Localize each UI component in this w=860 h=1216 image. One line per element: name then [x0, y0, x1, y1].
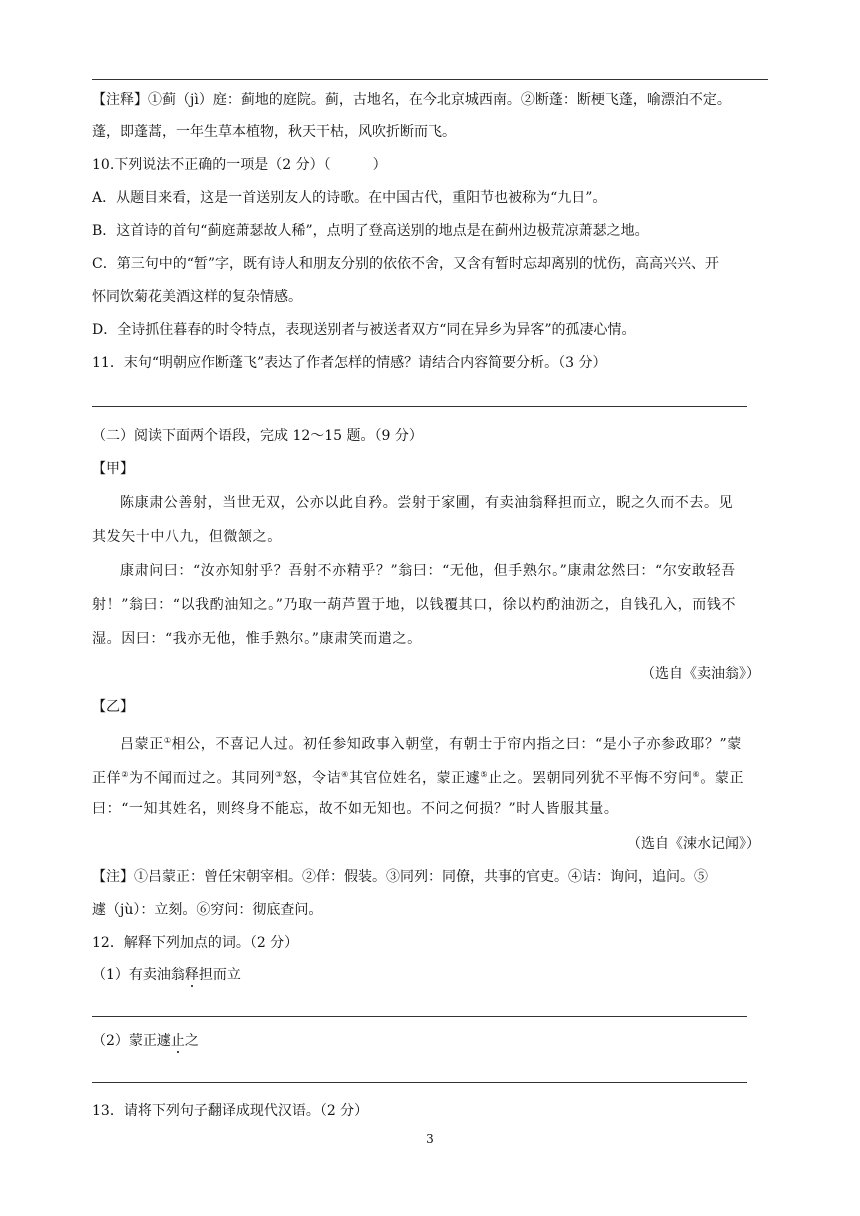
- poem-note-line-1: 【注释】①蓟（jì）庭：蓟地的庭院。蓟，古地名，在今北京城西南。②断蓬：断梗飞蓬，喻漂泊不定。: [92, 92, 731, 108]
- q11-stem: 11．末句“明朝应作断蓬飞”表达了作者怎样的情感？请结合内容简要分析。（3 分）: [92, 355, 607, 371]
- page-number: 3: [426, 1132, 434, 1146]
- q12-answer-line-2[interactable]: [92, 1082, 747, 1083]
- passage-jia-line-5: 湿。因曰：“我亦无他，惟手熟尔。”康肃笑而遣之。: [92, 631, 422, 647]
- passage-yi-line-3: 曰：“一知其姓名，则终身不能忘，故不如无知也。不问之何损？”时人皆服其量。: [92, 801, 619, 817]
- q11-answer-line[interactable]: [92, 406, 747, 407]
- q10-option-d: D．全诗抓住暮春的时令特点，表现送别者与被送者双方“同在异乡为异客”的孤凄心情。: [92, 322, 636, 338]
- poem-note-line-2: 蓬，即蓬蒿，一年生草本植物，秋天干枯，风吹折断而飞。: [92, 124, 456, 140]
- passage-yi-label: 【乙】: [92, 699, 134, 715]
- q10-option-c-line-1: C．第三句中的“暂”字，既有诗人和朋友分别的依依不舍，又含有暂时忘却离别的忧伤，高高兴兴、开: [92, 256, 720, 272]
- q12-item-1: （1）有卖油翁释担而立: [92, 967, 241, 983]
- q10-option-c-line-2: 怀同饮菊花美酒这样的复杂情感。: [92, 289, 302, 305]
- passage-jia-source: （选自《卖油翁》）: [641, 666, 760, 682]
- passage-yi-line-2: 正佯②为不闻而过之。其同列③怒，令诘④其官位姓名，蒙正遽⑤止之。罢朝同列犹不平悔不穷问⑥。蒙正: [92, 770, 745, 787]
- q10-option-b: B．这首诗的首句“蓟庭萧瑟故人稀”，点明了登高送别的地点是在蓟州边极荒凉萧瑟之地。: [92, 223, 649, 239]
- q10-stem: 10.下列说法不正确的一项是（2 分）（ ）: [92, 157, 387, 173]
- passage-jia-line-4: 射！”翁曰：“以我酌油知之。”乃取一葫芦置于地，以钱覆其口，徐以杓酌油沥之，自钱孔入，而钱不: [92, 597, 737, 613]
- q12-item-2: （2）蒙正遽止之: [92, 1033, 199, 1049]
- passage-jia-label: 【甲】: [92, 461, 134, 477]
- passage-jia-line-1: 陈康肃公善射，当世无双，公亦以此自矜。尝射于家圃，有卖油翁释担而立，睨之久而不去。见: [120, 495, 734, 511]
- q10-option-a: A．从题目来看，这是一首送别友人的诗歌。在中国古代，重阳节也被称为“九日”。: [92, 190, 607, 206]
- passage-yi-source: （选自《涑水记闻》）: [627, 836, 760, 852]
- q12-answer-line-1[interactable]: [92, 1016, 747, 1017]
- passage-jia-line-3: 康肃问曰：“汝亦知射乎？吾射不亦精乎？”翁曰：“无他，但手熟尔。”康肃忿然曰：“尔安敢轻吾: [120, 563, 736, 579]
- q12-stem: 12．解释下列加点的词。（2 分）: [92, 935, 299, 951]
- passage-jia-line-2: 其发矢十中八九，但微颔之。: [92, 529, 282, 545]
- header-rule: [92, 79, 768, 80]
- q13-stem: 13．请将下列句子翻译成现代汉语。（2 分）: [92, 1103, 369, 1119]
- section2-heading: （二）阅读下面两个语段，完成 12～15 题。（9 分）: [92, 428, 423, 444]
- dotted-word-1: 释: [184, 967, 199, 983]
- passage-note-line-1: 【注】①吕蒙正：曾任宋朝宰相。②佯：假装。③同列：同僚，共事的官吏。④诘：询问，追问。⑤: [92, 869, 708, 885]
- dotted-word-2: 止: [170, 1033, 185, 1049]
- passage-yi-line-1: 吕蒙正①相公，不喜记人过。初任参知政事入朝堂，有朝士于帘内指之曰：“是小子亦参政耶？”蒙: [120, 736, 742, 753]
- passage-note-line-2: 遽（jù）：立刻。⑥穷问：彻底查问。: [92, 902, 323, 918]
